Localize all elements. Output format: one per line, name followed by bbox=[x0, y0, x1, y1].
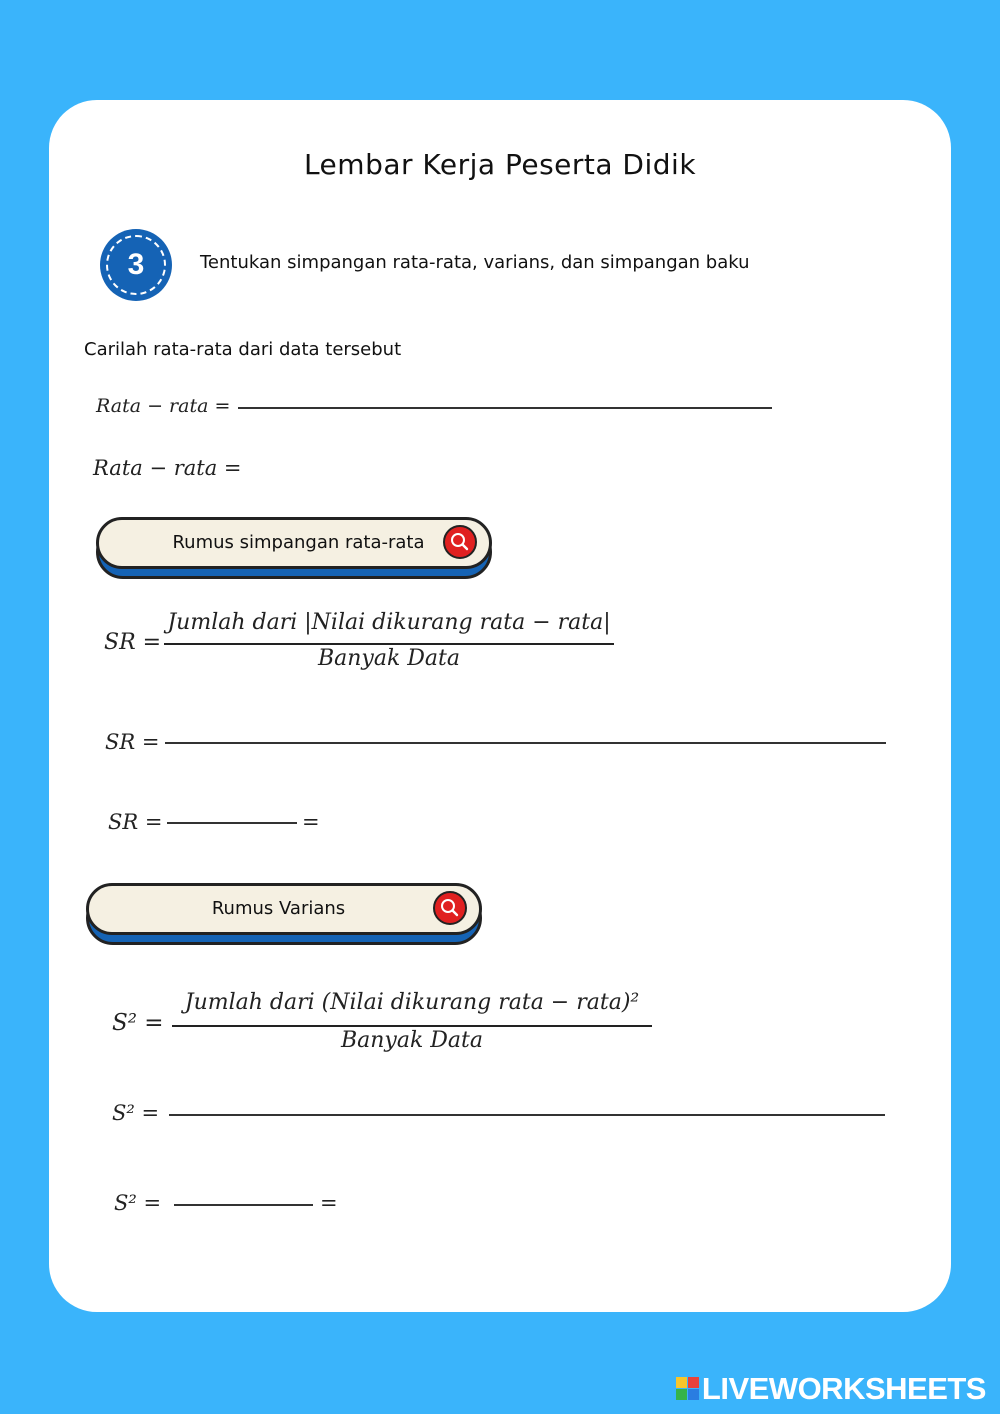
mean-prompt: Carilah rata-rata dari data tersebut bbox=[84, 339, 402, 360]
sr-fraction-line[interactable] bbox=[167, 822, 297, 824]
variance-formula-button[interactable] bbox=[86, 883, 482, 937]
var-button-label: Rumus Varians bbox=[211, 898, 346, 919]
var-formula-fraction bbox=[172, 988, 652, 1058]
sr-fraction-bar bbox=[164, 643, 614, 645]
sr-line2-label: SR = bbox=[108, 810, 163, 834]
logo-grid-icon bbox=[676, 1377, 700, 1401]
sr-formula-numerator: Jumlah dari |Nilai dikurang rata − rata| bbox=[167, 610, 611, 635]
var-answer-line[interactable] bbox=[169, 1114, 885, 1116]
var-line1-label: S² = bbox=[112, 1101, 160, 1125]
mean-answer-line[interactable] bbox=[238, 407, 772, 409]
sr-formula-lhs: SR = bbox=[104, 630, 162, 655]
sr-line1-label: SR = bbox=[105, 730, 160, 754]
var-formula-lhs: S² = bbox=[112, 1010, 164, 1036]
worksheet-card bbox=[49, 100, 951, 1312]
question-instruction: Tentukan simpangan rata-rata, varians, dan simpangan baku bbox=[200, 252, 750, 273]
question-number: 3 bbox=[127, 248, 145, 281]
brand-name: LIVEWORKSHEETS bbox=[701, 1371, 986, 1406]
mean-line1-label: Rata − rata = bbox=[96, 395, 231, 417]
var-fraction-line[interactable] bbox=[174, 1204, 313, 1206]
search-icon[interactable] bbox=[433, 891, 467, 925]
var-line2-equals: = bbox=[320, 1191, 338, 1215]
sr-formula-denominator: Banyak Data bbox=[317, 646, 461, 671]
sr-formula-button[interactable] bbox=[96, 517, 492, 571]
sr-formula-fraction bbox=[164, 608, 614, 678]
sr-line2-equals: = bbox=[302, 810, 320, 834]
page-title: Lembar Kerja Peserta Didik bbox=[303, 148, 697, 181]
question-number-badge bbox=[100, 229, 172, 301]
var-formula-denominator: Banyak Data bbox=[340, 1028, 484, 1053]
mean-line2-label: Rata − rata = bbox=[93, 456, 242, 480]
liveworksheets-logo bbox=[676, 1371, 986, 1406]
var-formula-numerator: Jumlah dari (Nilai dikurang rata − rata)² bbox=[184, 990, 640, 1015]
var-fraction-bar bbox=[172, 1025, 652, 1027]
search-icon[interactable] bbox=[443, 525, 477, 559]
sr-button-label: Rumus simpangan rata-rata bbox=[172, 532, 425, 553]
var-line2-label: S² = bbox=[114, 1191, 162, 1215]
sr-answer-line[interactable] bbox=[165, 742, 886, 744]
